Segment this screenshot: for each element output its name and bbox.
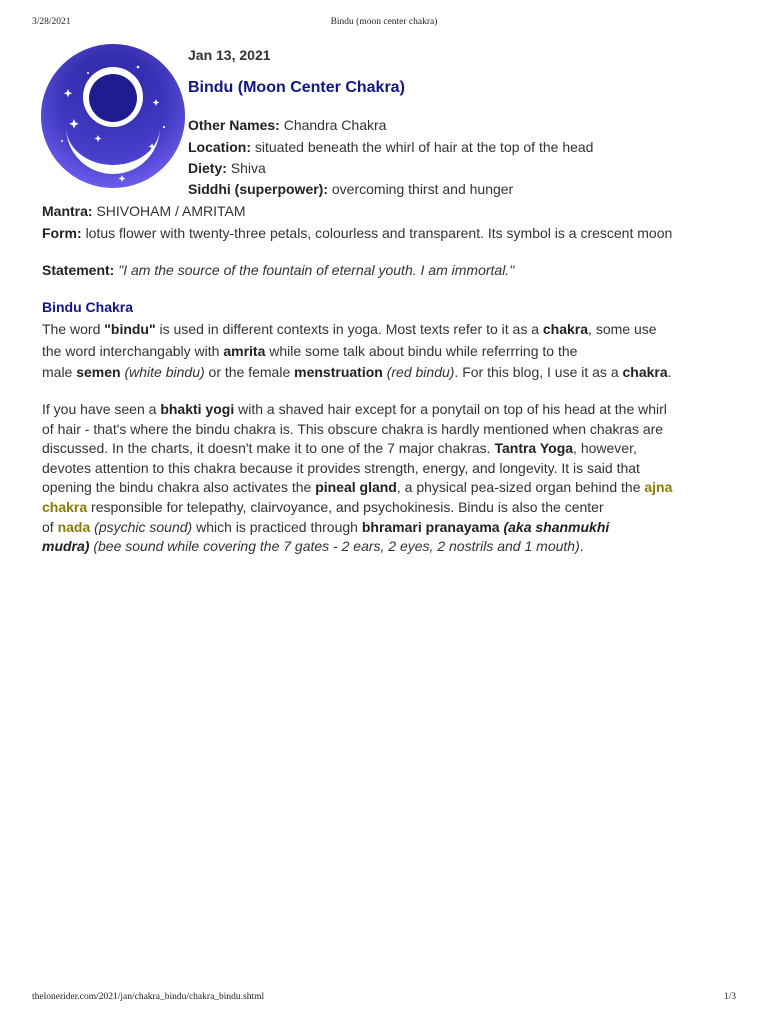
text-run: .: [667, 364, 672, 380]
paragraph-line: [42, 319, 732, 341]
paragraph-bindu-definition: [42, 319, 732, 384]
paragraph-line: of hair - that's where the bindu chakra is. This obscure chakra is hardly mentioned when chakras are: [42, 420, 664, 437]
term-chakra: chakra: [622, 364, 668, 380]
print-header: [32, 17, 736, 31]
text-run: . For this blog, I use it as a: [454, 364, 623, 380]
mantra-value: SHIVOHAM / AMRITAM: [96, 203, 246, 219]
info-other-names: [188, 116, 386, 134]
text-run: , however,: [573, 440, 637, 457]
text-run: with a shaved hair except for a ponytail on top of his head at the whirl: [234, 401, 667, 417]
link-ajna[interactable]: ajna: [644, 479, 673, 496]
term-semen: semen: [76, 364, 121, 380]
diety-label: Diety:: [188, 160, 227, 176]
siddhi-label: Siddhi (superpower):: [188, 181, 328, 197]
form-value: lotus flower with twenty-three petals, colourless and transparent. Its symbol is a crescent moon: [85, 225, 673, 241]
note-white-bindu: (white bindu): [124, 364, 205, 380]
other-names-label: Other Names:: [188, 117, 280, 133]
text-run: .: [579, 538, 584, 555]
section-heading-bindu-chakra: Bindu Chakra: [42, 299, 134, 315]
paragraph-line: [42, 439, 732, 459]
paragraph-line: devotes attention to this chakra because it provides strength, energy, and longevity. It is said that: [42, 459, 640, 476]
statement: [42, 262, 514, 278]
term-mudra: mudra): [42, 538, 90, 555]
term-tantra-yoga: Tantra Yoga: [494, 440, 574, 457]
statement-label: Statement:: [42, 262, 115, 278]
term-bhakti-yogi: bhakti yogi: [160, 401, 235, 417]
diety-value: Shiva: [230, 160, 266, 176]
paragraph-line: [42, 478, 732, 498]
print-footer: [32, 992, 736, 1006]
paragraph-line: [42, 518, 732, 538]
crescent-moon-logo-icon: [40, 43, 186, 189]
text-run: male: [42, 364, 77, 380]
form-label: Form:: [42, 225, 82, 241]
text-run: discussed. In the charts, it doesn't make it to one of the 7 major chakras.: [42, 440, 495, 457]
paragraph-line: [42, 341, 732, 363]
term-bhramari-pranayama: bhramari pranayama: [361, 518, 500, 535]
term-bindu: "bindu": [104, 321, 156, 337]
post-date: Jan 13, 2021: [188, 47, 271, 63]
note-psychic-sound: (psychic sound): [94, 518, 193, 535]
term-pineal-gland: pineal gland: [315, 479, 397, 496]
post-title: Bindu (Moon Center Chakra): [188, 79, 405, 96]
link-nada[interactable]: nada: [57, 518, 91, 535]
info-diety: [188, 159, 266, 177]
text-run: responsible for telepathy, clairvoyance, and psychokinesis. Bindu is also the center: [87, 498, 604, 515]
text-run: or the female: [204, 364, 295, 380]
term-chakra: chakra: [542, 321, 589, 337]
mantra-label: Mantra:: [42, 203, 93, 219]
text-run: while some talk about bindu while referrring to the: [265, 342, 578, 359]
link-ajna-chakra[interactable]: chakra: [42, 498, 88, 515]
term-menstruation: menstruation: [294, 364, 383, 380]
text-run: the word interchangably with: [42, 342, 224, 359]
location-value: situated beneath the whirl of hair at the top of the head: [254, 139, 594, 155]
term-amrita: amrita: [223, 342, 266, 359]
info-location: [188, 138, 593, 156]
text-run: The word: [42, 321, 105, 337]
note-red-bindu: (red bindu): [386, 364, 455, 380]
paragraph-line: [42, 362, 732, 384]
paragraph-line: [42, 400, 732, 420]
print-date: 3/28/2021: [32, 17, 71, 27]
info-form: [42, 224, 672, 242]
text-run: , some use: [588, 321, 657, 337]
page-url: thelonerider.com/2021/jan/chakra_bindu/chakra_bindu.shtml: [32, 992, 265, 1002]
term-aka-shanmukhi: (aka shanmukhi: [503, 518, 610, 535]
text-run: , a physical pea-sized organ behind the: [396, 479, 645, 496]
other-names-value: Chandra Chakra: [283, 117, 387, 133]
paragraph-line: [42, 537, 732, 557]
siddhi-value: overcoming thirst and hunger: [331, 181, 514, 197]
info-siddhi: [188, 180, 513, 198]
paragraph-line: [42, 498, 732, 518]
print-page-title: Bindu (moon center chakra): [330, 17, 438, 27]
text-run: opening the bindu chakra also activates the: [42, 479, 316, 496]
paragraph-bindu-description: [42, 400, 732, 557]
info-mantra: [42, 202, 246, 220]
text-run: If you have seen a: [42, 401, 161, 417]
note-bee-sound: (bee sound while covering the 7 gates - 2 ears, 2 eyes, 2 nostrils and 1 mouth): [89, 538, 580, 555]
page-number: 1/3: [723, 992, 736, 1002]
text-run: which is practiced through: [192, 518, 362, 535]
location-label: Location:: [188, 139, 251, 155]
text-run: is used in different contexts in yoga. Most texts refer to it as a: [155, 321, 543, 337]
text-run: of: [42, 518, 58, 535]
statement-quote: "I am the source of the fountain of eternal youth. I am immortal.": [118, 262, 515, 278]
